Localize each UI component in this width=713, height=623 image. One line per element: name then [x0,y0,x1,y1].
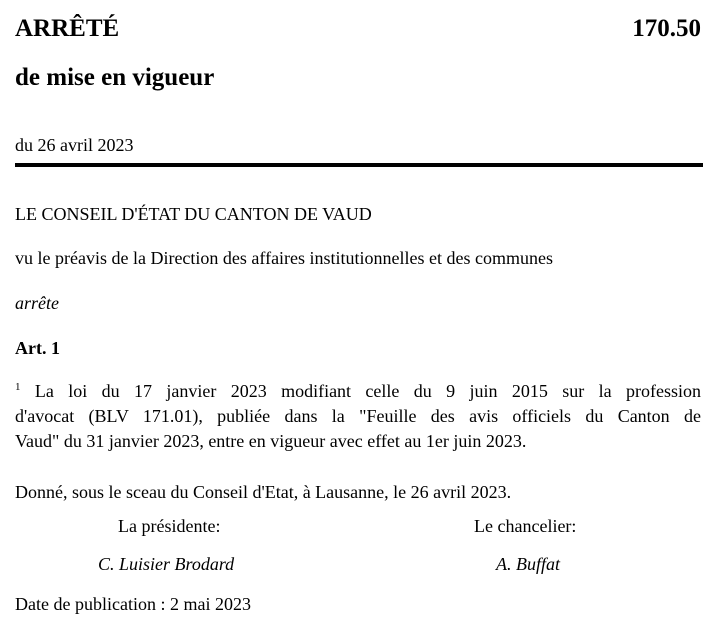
article-paragraph [15,379,701,454]
title-row [15,14,701,44]
left-signatory-name: C. Luisier Brodard [98,554,235,574]
paragraph-number: 1 [15,381,21,393]
right-signatory-role: Le chancelier: [474,516,577,536]
paragraph-line: d'avocat (BLV 171.01), publiée dans la "Feuille des avis officiels du Canton de [15,406,701,426]
left-signatory-role: La présidente: [118,516,221,536]
decision-word: arrête [15,293,59,313]
right-signatory-name: A. Buffat [496,554,560,574]
preamble: vu le préavis de la Direction des affaires institutionnelles et des communes [15,248,554,268]
document-title: ARRÊTÉ [15,15,120,42]
document-number: 170.50 [632,15,701,42]
given-clause: Donné, sous le sceau du Conseil d'Etat, à Lausanne, le 26 avril 2023. [15,482,512,502]
divider-rule [15,163,703,167]
document-date: du 26 avril 2023 [15,135,134,155]
article-heading: Art. 1 [15,338,60,358]
document-subtitle: de mise en vigueur [15,64,215,91]
paragraph-line [15,379,701,404]
paragraph-line: Vaud" du 31 janvier 2023, entre en vigueur avec effet au 1er juin 2023. [15,431,527,451]
paragraph-line-text: La loi du 17 janvier 2023 modifiant celle du 9 juin 2015 sur la profession [34,381,701,401]
publication-date: Date de publication : 2 mai 2023 [15,594,251,614]
issuing-authority: LE CONSEIL D'ÉTAT DU CANTON DE VAUD [15,204,372,224]
